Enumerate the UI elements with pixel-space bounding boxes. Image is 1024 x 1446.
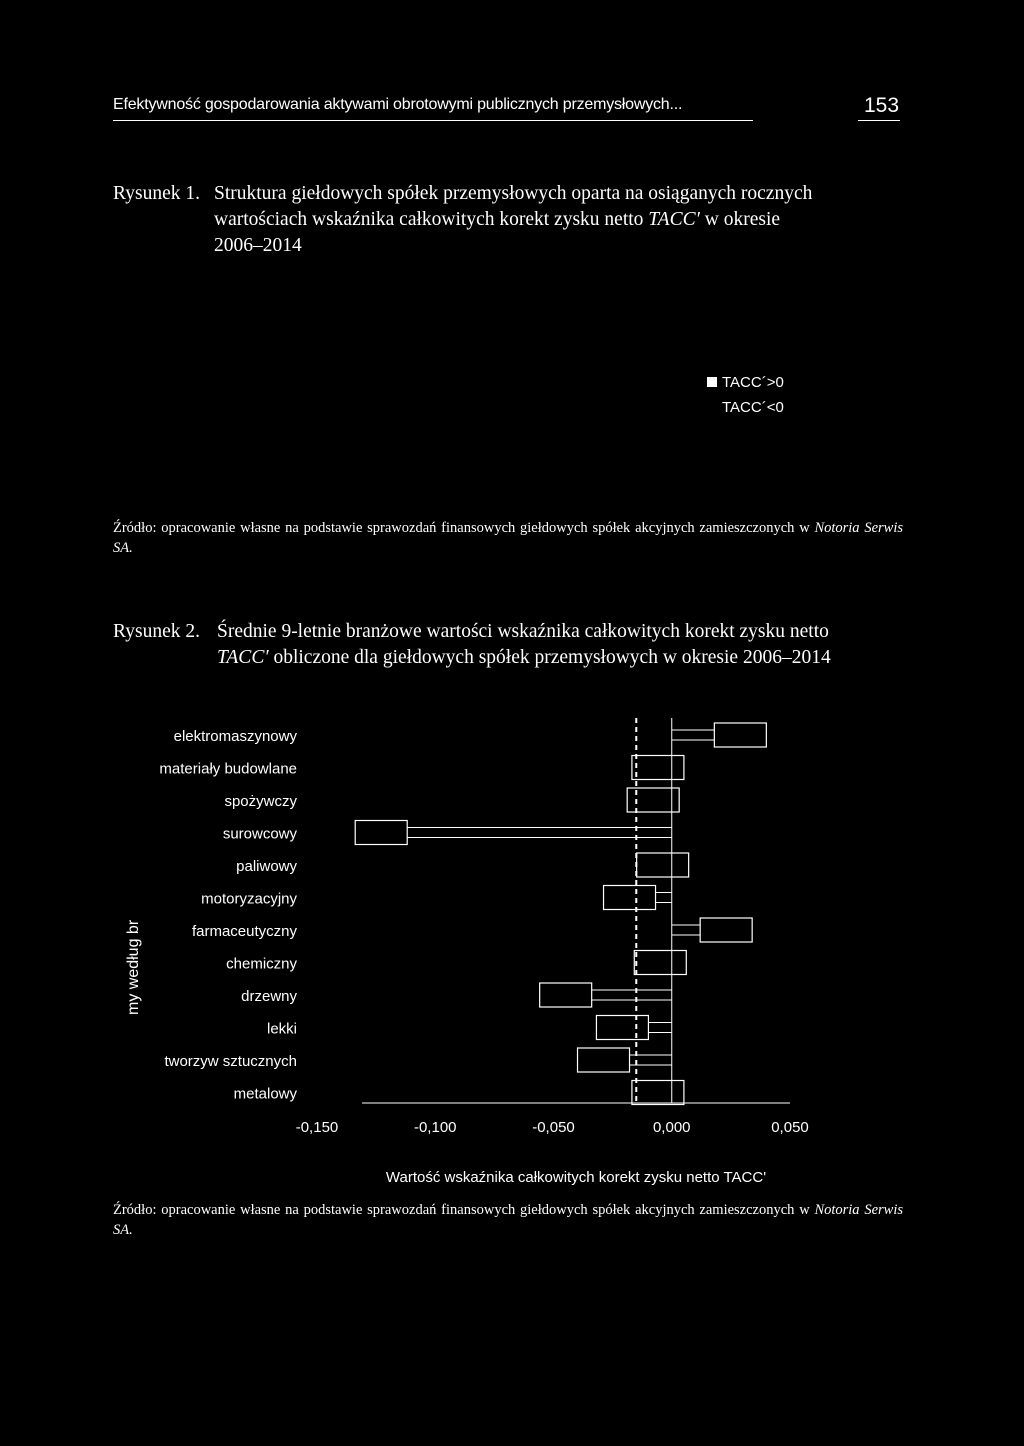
category-label: paliwowy	[236, 858, 297, 875]
x-tick-label: -0,150	[295, 1119, 339, 1136]
running-title: Efektywność gospodarowania aktywami obrotowymi publicznych przemysłowych...	[113, 96, 683, 113]
figure2-caption-italic: TACC′	[217, 647, 269, 668]
category-label: metalowy	[233, 1085, 297, 1103]
x-tick-label: -0,100	[413, 1119, 457, 1136]
figure2-caption-part1: Średnie 9-letnie branżowe wartości wskaźnika całkowitych korekt zysku netto	[217, 621, 829, 642]
x-axis-title: Wartość wskaźnika całkowitych korekt zysku netto TACC'	[385, 1169, 767, 1186]
page-number: 153	[864, 94, 900, 117]
figure2-caption-part2: obliczone dla giełdowych spółek przemysłowych w okresie 2006–2014	[268, 647, 831, 668]
category-label: spożywczy	[224, 793, 297, 810]
figure1-source-italic: Notoria Serwis SA.	[113, 520, 903, 556]
category-label: farmaceutyczny	[191, 923, 297, 940]
figure2-source	[113, 1200, 903, 1240]
category-label: surowcowy	[222, 825, 297, 843]
bar	[632, 1081, 684, 1105]
bar	[596, 1016, 648, 1040]
figure1-caption-part1: Struktura giełdowych spółek przemysłowych oparta na osiąganych rocznych wartościach wskaźnika całkowitych korekt zysku netto	[214, 183, 813, 230]
legend-label-positive: TACC´>0	[722, 374, 784, 391]
y-axis-title: my według br	[125, 919, 142, 1015]
bar	[637, 853, 689, 877]
category-label: tworzyw sztucznych	[164, 1053, 297, 1070]
bar	[634, 951, 686, 975]
figure2-number: Rysunek 2.	[113, 621, 200, 642]
figure1-source-text: Źródło: opracowanie własne na podstawie sprawozdań finansowych giełdowych spółek akcyjnych zamieszczonych w	[113, 520, 815, 536]
bar	[578, 1048, 630, 1072]
legend-label-negative: TACC´<0	[722, 399, 784, 416]
category-label: drzewny	[241, 988, 297, 1005]
figure1-caption-part2: w okresie 2006–2014	[214, 209, 781, 256]
category-label: elektromaszynowy	[173, 728, 297, 745]
x-tick-label: -0,050	[532, 1119, 575, 1136]
bar	[604, 886, 656, 910]
bar	[540, 983, 592, 1007]
bar	[700, 918, 752, 942]
bar	[355, 821, 407, 845]
bar	[714, 723, 766, 747]
category-label: lekki	[266, 1020, 297, 1038]
figure1-caption-italic: TACC′	[648, 209, 700, 230]
x-tick-label: 0,000	[652, 1119, 691, 1136]
x-tick-label: 0,050	[771, 1119, 809, 1136]
figure2-source-text: Źródło: opracowanie własne na podstawie sprawozdań finansowych giełdowych spółek akcyjnych zamieszczonych w	[113, 1202, 815, 1218]
bar	[632, 756, 684, 780]
category-label: materiały budowlane	[159, 760, 297, 778]
category-label: chemiczny	[226, 955, 297, 973]
figure1-number: Rysunek 1.	[113, 183, 200, 204]
category-label: motoryzacyjny	[201, 890, 297, 908]
figure2-source-italic: Notoria Serwis SA.	[113, 1202, 903, 1238]
